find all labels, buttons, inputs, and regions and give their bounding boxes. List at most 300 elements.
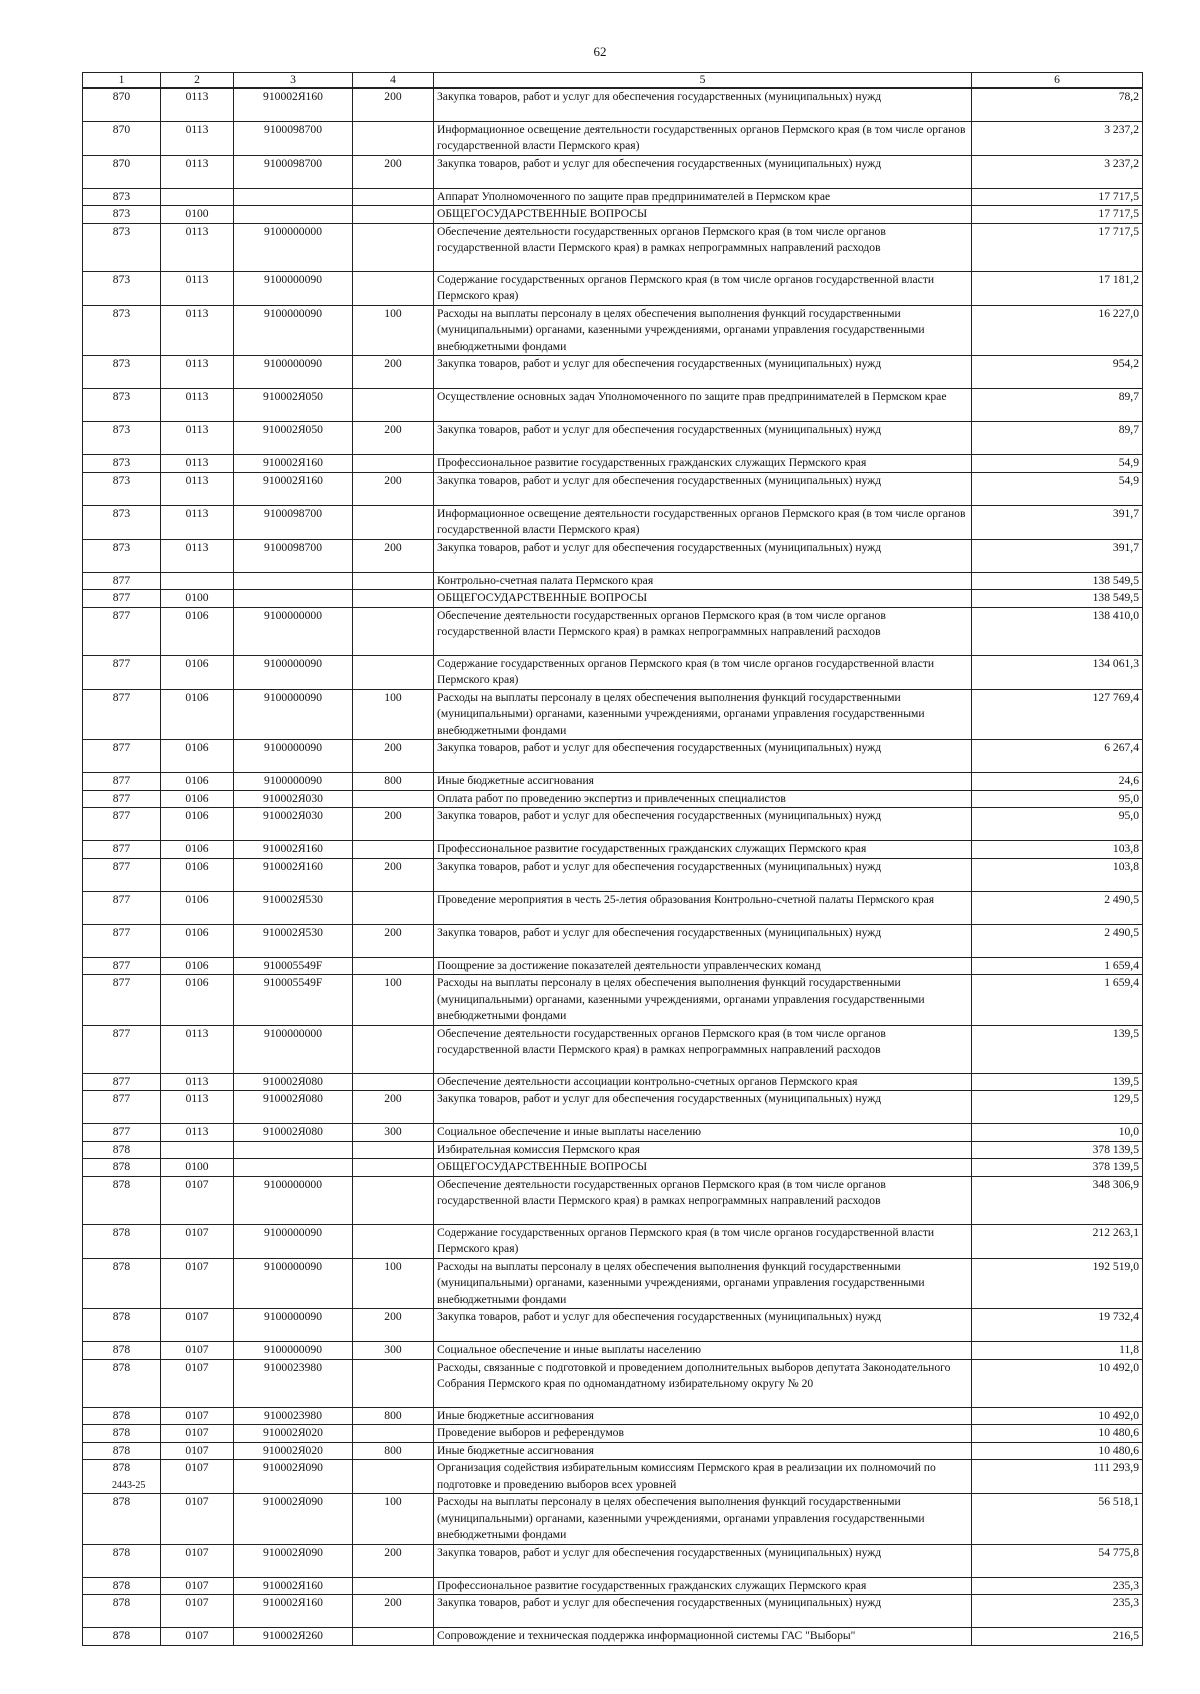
cell-description: Содержание государственных органов Пермского края (в том числе органов государственной власти Пермского края) xyxy=(434,271,972,305)
cell-section-code: 0113 xyxy=(161,505,234,539)
cell-expense-type: 200 xyxy=(353,1544,434,1577)
cell-section-code: 0106 xyxy=(161,891,234,924)
table-row xyxy=(83,223,1143,271)
cell-section-code: 0113 xyxy=(161,1124,234,1142)
cell-target-article: 9100000090 xyxy=(234,773,353,791)
cell-expense-type: 200 xyxy=(353,1309,434,1342)
cell-ministry-code: 877 xyxy=(83,572,161,590)
cell-section-code: 0113 xyxy=(161,121,234,155)
cell-expense-type xyxy=(353,841,434,859)
cell-section-code: 0106 xyxy=(161,808,234,841)
column-header: 1 xyxy=(83,73,161,89)
cell-expense-type xyxy=(353,957,434,975)
cell-amount: 378 139,5 xyxy=(972,1141,1143,1159)
cell-expense-type xyxy=(353,505,434,539)
cell-target-article: 910002Я090 xyxy=(234,1460,353,1494)
table-row xyxy=(83,1407,1143,1425)
table-row xyxy=(83,1425,1143,1443)
cell-amount: 89,7 xyxy=(972,389,1143,422)
cell-ministry-code: 878 xyxy=(83,1595,161,1628)
cell-ministry-code: 873 xyxy=(83,206,161,224)
cell-ministry-code: 873 xyxy=(83,539,161,572)
cell-ministry-code: 873 xyxy=(83,472,161,505)
cell-target-article xyxy=(234,206,353,224)
cell-target-article: 910002Я090 xyxy=(234,1544,353,1577)
cell-target-article: 9100000090 xyxy=(234,356,353,389)
cell-amount: 391,7 xyxy=(972,505,1143,539)
table-row xyxy=(83,1442,1143,1460)
cell-section-code: 0113 xyxy=(161,389,234,422)
cell-expense-type xyxy=(353,1359,434,1407)
cell-expense-type: 200 xyxy=(353,472,434,505)
cell-amount: 1 659,4 xyxy=(972,957,1143,975)
cell-description: Закупка товаров, работ и услуг для обеспечения государственных (муниципальных) нужд xyxy=(434,155,972,188)
cell-amount: 78,2 xyxy=(972,88,1143,121)
cell-description: Закупка товаров, работ и услуг для обеспечения государственных (муниципальных) нужд xyxy=(434,858,972,891)
table-row xyxy=(83,1595,1143,1628)
cell-target-article: 9100098700 xyxy=(234,505,353,539)
cell-description: Содержание государственных органов Пермского края (в том числе органов государственной власти Пермского края) xyxy=(434,1224,972,1258)
cell-section-code: 0107 xyxy=(161,1595,234,1628)
cell-ministry-code: 877 xyxy=(83,975,161,1026)
cell-section-code: 0107 xyxy=(161,1460,234,1494)
cell-amount: 95,0 xyxy=(972,808,1143,841)
cell-amount: 17 717,5 xyxy=(972,206,1143,224)
table-row xyxy=(83,975,1143,1026)
cell-section-code: 0113 xyxy=(161,472,234,505)
cell-amount: 10 480,6 xyxy=(972,1425,1143,1443)
cell-section-code: 0107 xyxy=(161,1577,234,1595)
cell-amount: 16 227,0 xyxy=(972,305,1143,356)
cell-expense-type xyxy=(353,1628,434,1646)
cell-section-code: 0107 xyxy=(161,1425,234,1443)
cell-section-code xyxy=(161,188,234,206)
cell-description: Профессиональное развитие государственных гражданских служащих Пермского края xyxy=(434,1577,972,1595)
cell-target-article xyxy=(234,1141,353,1159)
cell-amount: 54 775,8 xyxy=(972,1544,1143,1577)
cell-expense-type xyxy=(353,790,434,808)
cell-target-article: 910002Я080 xyxy=(234,1124,353,1142)
cell-expense-type xyxy=(353,891,434,924)
cell-ministry-code: 877 xyxy=(83,655,161,689)
cell-ministry-code: 877 xyxy=(83,590,161,608)
cell-ministry-code: 878 xyxy=(83,1359,161,1407)
cell-ministry-code: 877 xyxy=(83,790,161,808)
table-row xyxy=(83,121,1143,155)
cell-description: Аппарат Уполномоченного по защите прав предпринимателей в Пермском крае xyxy=(434,188,972,206)
cell-amount: 89,7 xyxy=(972,422,1143,455)
cell-target-article: 9100000090 xyxy=(234,740,353,773)
table-row xyxy=(83,858,1143,891)
cell-ministry-code: 877 xyxy=(83,808,161,841)
cell-expense-type xyxy=(353,655,434,689)
column-header: 6 xyxy=(972,73,1143,89)
cell-section-code: 0107 xyxy=(161,1176,234,1224)
cell-ministry-code: 877 xyxy=(83,924,161,957)
cell-amount: 17 717,5 xyxy=(972,223,1143,271)
table-row xyxy=(83,539,1143,572)
cell-amount: 129,5 xyxy=(972,1091,1143,1124)
table-row xyxy=(83,305,1143,356)
cell-description: Закупка товаров, работ и услуг для обеспечения государственных (муниципальных) нужд xyxy=(434,740,972,773)
cell-ministry-code: 878 xyxy=(83,1628,161,1646)
cell-ministry-code: 878 xyxy=(83,1577,161,1595)
cell-amount: 378 139,5 xyxy=(972,1159,1143,1177)
cell-target-article: 910002Я530 xyxy=(234,891,353,924)
cell-section-code: 0113 xyxy=(161,1025,234,1073)
cell-description: ОБЩЕГОСУДАРСТВЕННЫЕ ВОПРОСЫ xyxy=(434,1159,972,1177)
cell-amount: 2 490,5 xyxy=(972,891,1143,924)
table-row xyxy=(83,505,1143,539)
cell-section-code: 0106 xyxy=(161,975,234,1026)
cell-amount: 3 237,2 xyxy=(972,155,1143,188)
cell-ministry-code: 877 xyxy=(83,1025,161,1073)
cell-section-code: 0113 xyxy=(161,422,234,455)
cell-expense-type: 200 xyxy=(353,539,434,572)
cell-section-code: 0113 xyxy=(161,88,234,121)
cell-section-code: 0107 xyxy=(161,1628,234,1646)
cell-description: Расходы, связанные с подготовкой и проведением дополнительных выборов депутата Законодательного Собрания Пермского края по одномандатному избирательному округу № 20 xyxy=(434,1359,972,1407)
cell-expense-type xyxy=(353,1460,434,1494)
cell-amount: 192 519,0 xyxy=(972,1258,1143,1309)
cell-ministry-code: 878 xyxy=(83,1224,161,1258)
cell-amount: 1 659,4 xyxy=(972,975,1143,1026)
cell-target-article: 9100000090 xyxy=(234,655,353,689)
cell-ministry-code: 870 xyxy=(83,155,161,188)
cell-description: Иные бюджетные ассигнования xyxy=(434,1407,972,1425)
cell-description: Расходы на выплаты персоналу в целях обеспечения выполнения функций государственными (муниципальными) органами, казенными учреждениями, органами управления государственными внебюджетными фондами xyxy=(434,305,972,356)
cell-description: Обеспечение деятельности государственных органов Пермского края (в том числе органов государственной власти Пермского края) в рамках непрограммных направлений расходов xyxy=(434,223,972,271)
document-code: 2443-25 xyxy=(112,1480,146,1491)
cell-target-article: 910002Я160 xyxy=(234,858,353,891)
table-row xyxy=(83,155,1143,188)
cell-section-code xyxy=(161,1141,234,1159)
cell-amount: 216,5 xyxy=(972,1628,1143,1646)
table-row xyxy=(83,1342,1143,1360)
cell-ministry-code: 873 xyxy=(83,505,161,539)
table-row xyxy=(83,1460,1143,1494)
table-row xyxy=(83,1091,1143,1124)
table-row xyxy=(83,1309,1143,1342)
cell-target-article xyxy=(234,188,353,206)
cell-expense-type xyxy=(353,590,434,608)
cell-target-article: 910002Я030 xyxy=(234,808,353,841)
cell-expense-type xyxy=(353,1073,434,1091)
cell-amount: 56 518,1 xyxy=(972,1494,1143,1545)
cell-amount: 138 549,5 xyxy=(972,590,1143,608)
cell-expense-type xyxy=(353,1577,434,1595)
cell-expense-type: 100 xyxy=(353,1258,434,1309)
table-row xyxy=(83,590,1143,608)
cell-description: Закупка товаров, работ и услуг для обеспечения государственных (муниципальных) нужд xyxy=(434,472,972,505)
cell-expense-type xyxy=(353,223,434,271)
cell-description: Информационное освещение деятельности государственных органов Пермского края (в том числе органов государственной власти Пермского края) xyxy=(434,121,972,155)
cell-section-code: 0107 xyxy=(161,1224,234,1258)
cell-expense-type: 100 xyxy=(353,305,434,356)
table-row xyxy=(83,572,1143,590)
cell-ministry-code: 877 xyxy=(83,607,161,655)
cell-description: Закупка товаров, работ и услуг для обеспечения государственных (муниципальных) нужд xyxy=(434,356,972,389)
cell-description: Избирательная комиссия Пермского края xyxy=(434,1141,972,1159)
table-row xyxy=(83,1544,1143,1577)
cell-target-article xyxy=(234,590,353,608)
cell-target-article: 910002Я050 xyxy=(234,389,353,422)
table-row xyxy=(83,1073,1143,1091)
cell-expense-type xyxy=(353,206,434,224)
cell-target-article: 910002Я260 xyxy=(234,1628,353,1646)
cell-section-code: 0106 xyxy=(161,924,234,957)
cell-expense-type: 300 xyxy=(353,1124,434,1142)
cell-section-code: 0107 xyxy=(161,1359,234,1407)
cell-target-article: 9100000090 xyxy=(234,1224,353,1258)
table-row xyxy=(83,356,1143,389)
cell-expense-type: 800 xyxy=(353,1442,434,1460)
cell-amount: 391,7 xyxy=(972,539,1143,572)
cell-ministry-code: 878 xyxy=(83,1309,161,1342)
table-row xyxy=(83,1159,1143,1177)
cell-expense-type: 200 xyxy=(353,1091,434,1124)
table-row xyxy=(83,455,1143,473)
cell-target-article: 910005549F xyxy=(234,957,353,975)
cell-amount: 134 061,3 xyxy=(972,655,1143,689)
cell-amount: 54,9 xyxy=(972,455,1143,473)
cell-target-article: 9100000000 xyxy=(234,607,353,655)
cell-section-code: 0107 xyxy=(161,1544,234,1577)
table-row xyxy=(83,924,1143,957)
cell-description: Поощрение за достижение показателей деятельности управленческих команд xyxy=(434,957,972,975)
cell-target-article xyxy=(234,1159,353,1177)
table-row xyxy=(83,1494,1143,1545)
cell-expense-type: 200 xyxy=(353,88,434,121)
cell-ministry-code: 877 xyxy=(83,1091,161,1124)
table-row xyxy=(83,689,1143,740)
cell-expense-type: 300 xyxy=(353,1342,434,1360)
cell-description: Организация содействия избирательным комиссиям Пермского края в реализации их полномочий по подготовке и проведению выборов всех уровней xyxy=(434,1460,972,1494)
cell-target-article: 9100098700 xyxy=(234,539,353,572)
cell-description: Расходы на выплаты персоналу в целях обеспечения выполнения функций государственными (муниципальными) органами, казенными учреждениями, органами управления государственными внебюджетными фондами xyxy=(434,1258,972,1309)
cell-expense-type xyxy=(353,455,434,473)
cell-expense-type: 800 xyxy=(353,1407,434,1425)
cell-ministry-code: 877 xyxy=(83,957,161,975)
table-row xyxy=(83,472,1143,505)
cell-ministry-code: 870 xyxy=(83,88,161,121)
cell-description: Закупка товаров, работ и услуг для обеспечения государственных (муниципальных) нужд xyxy=(434,808,972,841)
cell-amount: 103,8 xyxy=(972,858,1143,891)
table-row xyxy=(83,1176,1143,1224)
cell-description: Закупка товаров, работ и услуг для обеспечения государственных (муниципальных) нужд xyxy=(434,1595,972,1628)
cell-ministry-code: 878 xyxy=(83,1442,161,1460)
table-row xyxy=(83,1628,1143,1646)
cell-amount: 348 306,9 xyxy=(972,1176,1143,1224)
cell-section-code xyxy=(161,572,234,590)
table-row xyxy=(83,957,1143,975)
cell-target-article: 9100000090 xyxy=(234,1258,353,1309)
cell-target-article: 9100000090 xyxy=(234,1342,353,1360)
cell-description: Обеспечение деятельности государственных органов Пермского края (в том числе органов государственной власти Пермского края) в рамках непрограммных направлений расходов xyxy=(434,607,972,655)
column-header: 5 xyxy=(434,73,972,89)
cell-section-code: 0113 xyxy=(161,1091,234,1124)
cell-section-code: 0100 xyxy=(161,590,234,608)
cell-amount: 139,5 xyxy=(972,1025,1143,1073)
cell-section-code: 0107 xyxy=(161,1258,234,1309)
cell-amount: 19 732,4 xyxy=(972,1309,1143,1342)
table-body xyxy=(83,88,1143,1645)
cell-expense-type: 200 xyxy=(353,155,434,188)
cell-ministry-code: 873 xyxy=(83,271,161,305)
cell-ministry-code: 878 xyxy=(83,1159,161,1177)
cell-ministry-code: 877 xyxy=(83,1073,161,1091)
cell-description: Обеспечение деятельности государственных органов Пермского края (в том числе органов государственной власти Пермского края) в рамках непрограммных направлений расходов xyxy=(434,1025,972,1073)
cell-target-article: 910002Я080 xyxy=(234,1091,353,1124)
cell-section-code: 0113 xyxy=(161,223,234,271)
table-row xyxy=(83,1124,1143,1142)
cell-amount: 954,2 xyxy=(972,356,1143,389)
cell-section-code: 0107 xyxy=(161,1309,234,1342)
cell-target-article: 9100098700 xyxy=(234,121,353,155)
cell-amount: 6 267,4 xyxy=(972,740,1143,773)
cell-amount: 111 293,9 xyxy=(972,1460,1143,1494)
cell-section-code: 0106 xyxy=(161,689,234,740)
cell-section-code: 0106 xyxy=(161,655,234,689)
page-number: 62 xyxy=(593,44,607,59)
cell-target-article: 9100000000 xyxy=(234,1176,353,1224)
cell-description: Расходы на выплаты персоналу в целях обеспечения выполнения функций государственными (муниципальными) органами, казенными учреждениями, органами управления государственными внебюджетными фондами xyxy=(434,1494,972,1545)
cell-expense-type: 200 xyxy=(353,740,434,773)
cell-ministry-code: 877 xyxy=(83,858,161,891)
cell-expense-type xyxy=(353,1425,434,1443)
cell-expense-type xyxy=(353,1176,434,1224)
budget-table xyxy=(82,72,1143,1646)
table-row xyxy=(83,808,1143,841)
cell-description: Содержание государственных органов Пермского края (в том числе органов государственной власти Пермского края) xyxy=(434,655,972,689)
table-row xyxy=(83,271,1143,305)
cell-ministry-code: 877 xyxy=(83,740,161,773)
cell-target-article: 9100000000 xyxy=(234,223,353,271)
cell-target-article: 9100023980 xyxy=(234,1359,353,1407)
cell-section-code: 0106 xyxy=(161,790,234,808)
cell-ministry-code: 877 xyxy=(83,689,161,740)
table-row xyxy=(83,1258,1143,1309)
header-row xyxy=(83,73,1143,89)
table-row xyxy=(83,389,1143,422)
cell-section-code: 0100 xyxy=(161,1159,234,1177)
cell-description: Осуществление основных задач Уполномоченного по защите прав предпринимателей в Пермском крае xyxy=(434,389,972,422)
cell-ministry-code: 878 xyxy=(83,1460,161,1494)
cell-expense-type xyxy=(353,121,434,155)
cell-amount: 17 717,5 xyxy=(972,188,1143,206)
cell-target-article: 910002Я020 xyxy=(234,1425,353,1443)
cell-section-code: 0106 xyxy=(161,607,234,655)
table-row xyxy=(83,206,1143,224)
cell-expense-type: 800 xyxy=(353,773,434,791)
cell-expense-type xyxy=(353,1141,434,1159)
cell-expense-type xyxy=(353,1224,434,1258)
cell-amount: 54,9 xyxy=(972,472,1143,505)
cell-description: Контрольно-счетная палата Пермского края xyxy=(434,572,972,590)
cell-expense-type: 100 xyxy=(353,975,434,1026)
cell-ministry-code: 878 xyxy=(83,1141,161,1159)
cell-ministry-code: 873 xyxy=(83,305,161,356)
cell-expense-type: 200 xyxy=(353,1595,434,1628)
cell-description: Профессиональное развитие государственных гражданских служащих Пермского края xyxy=(434,841,972,859)
cell-description: Проведение мероприятия в честь 25-летия образования Контрольно-счетной палаты Пермского края xyxy=(434,891,972,924)
table-row xyxy=(83,1025,1143,1073)
table-row xyxy=(83,1577,1143,1595)
cell-ministry-code: 877 xyxy=(83,891,161,924)
cell-description: Иные бюджетные ассигнования xyxy=(434,773,972,791)
cell-target-article: 910002Я080 xyxy=(234,1073,353,1091)
cell-expense-type xyxy=(353,1159,434,1177)
cell-amount: 2 490,5 xyxy=(972,924,1143,957)
cell-amount: 212 263,1 xyxy=(972,1224,1143,1258)
column-header: 2 xyxy=(161,73,234,89)
cell-target-article: 910002Я030 xyxy=(234,790,353,808)
cell-description: Обеспечение деятельности государственных органов Пермского края (в том числе органов государственной власти Пермского края) в рамках непрограммных направлений расходов xyxy=(434,1176,972,1224)
cell-target-article: 910002Я160 xyxy=(234,1577,353,1595)
cell-ministry-code: 873 xyxy=(83,422,161,455)
cell-section-code: 0113 xyxy=(161,155,234,188)
cell-ministry-code: 873 xyxy=(83,356,161,389)
cell-expense-type xyxy=(353,607,434,655)
cell-ministry-code: 877 xyxy=(83,841,161,859)
cell-amount: 139,5 xyxy=(972,1073,1143,1091)
column-header: 3 xyxy=(234,73,353,89)
cell-target-article: 910002Я160 xyxy=(234,88,353,121)
cell-ministry-code: 878 xyxy=(83,1494,161,1545)
cell-target-article: 910002Я090 xyxy=(234,1494,353,1545)
cell-description: Закупка товаров, работ и услуг для обеспечения государственных (муниципальных) нужд xyxy=(434,1544,972,1577)
cell-description: Закупка товаров, работ и услуг для обеспечения государственных (муниципальных) нужд xyxy=(434,422,972,455)
cell-section-code: 0113 xyxy=(161,305,234,356)
cell-target-article: 910002Я160 xyxy=(234,472,353,505)
cell-amount: 127 769,4 xyxy=(972,689,1143,740)
cell-target-article xyxy=(234,572,353,590)
cell-amount: 10 492,0 xyxy=(972,1359,1143,1407)
cell-description: Закупка товаров, работ и услуг для обеспечения государственных (муниципальных) нужд xyxy=(434,1309,972,1342)
cell-ministry-code: 878 xyxy=(83,1176,161,1224)
cell-description: Закупка товаров, работ и услуг для обеспечения государственных (муниципальных) нужд xyxy=(434,539,972,572)
cell-expense-type: 200 xyxy=(353,858,434,891)
cell-description: Иные бюджетные ассигнования xyxy=(434,1442,972,1460)
cell-ministry-code: 873 xyxy=(83,455,161,473)
cell-target-article: 910002Я020 xyxy=(234,1442,353,1460)
cell-description: Оплата работ по проведению экспертиз и привлеченных специалистов xyxy=(434,790,972,808)
cell-ministry-code: 873 xyxy=(83,223,161,271)
cell-expense-type: 100 xyxy=(353,689,434,740)
cell-section-code: 0113 xyxy=(161,1073,234,1091)
cell-section-code: 0113 xyxy=(161,271,234,305)
cell-ministry-code: 870 xyxy=(83,121,161,155)
cell-ministry-code: 878 xyxy=(83,1342,161,1360)
cell-target-article: 9100000090 xyxy=(234,1309,353,1342)
cell-description: ОБЩЕГОСУДАРСТВЕННЫЕ ВОПРОСЫ xyxy=(434,590,972,608)
table-row xyxy=(83,655,1143,689)
cell-ministry-code: 878 xyxy=(83,1544,161,1577)
cell-expense-type xyxy=(353,389,434,422)
cell-target-article: 9100000090 xyxy=(234,271,353,305)
cell-target-article: 910002Я050 xyxy=(234,422,353,455)
cell-section-code: 0107 xyxy=(161,1407,234,1425)
cell-amount: 10 492,0 xyxy=(972,1407,1143,1425)
cell-amount: 95,0 xyxy=(972,790,1143,808)
cell-description: Закупка товаров, работ и услуг для обеспечения государственных (муниципальных) нужд xyxy=(434,1091,972,1124)
cell-description: Проведение выборов и референдумов xyxy=(434,1425,972,1443)
cell-target-article: 910002Я530 xyxy=(234,924,353,957)
cell-expense-type xyxy=(353,188,434,206)
cell-expense-type: 200 xyxy=(353,356,434,389)
cell-description: Расходы на выплаты персоналу в целях обеспечения выполнения функций государственными (муниципальными) органами, казенными учреждениями, органами управления государственными внебюджетными фондами xyxy=(434,689,972,740)
cell-target-article: 9100000090 xyxy=(234,689,353,740)
